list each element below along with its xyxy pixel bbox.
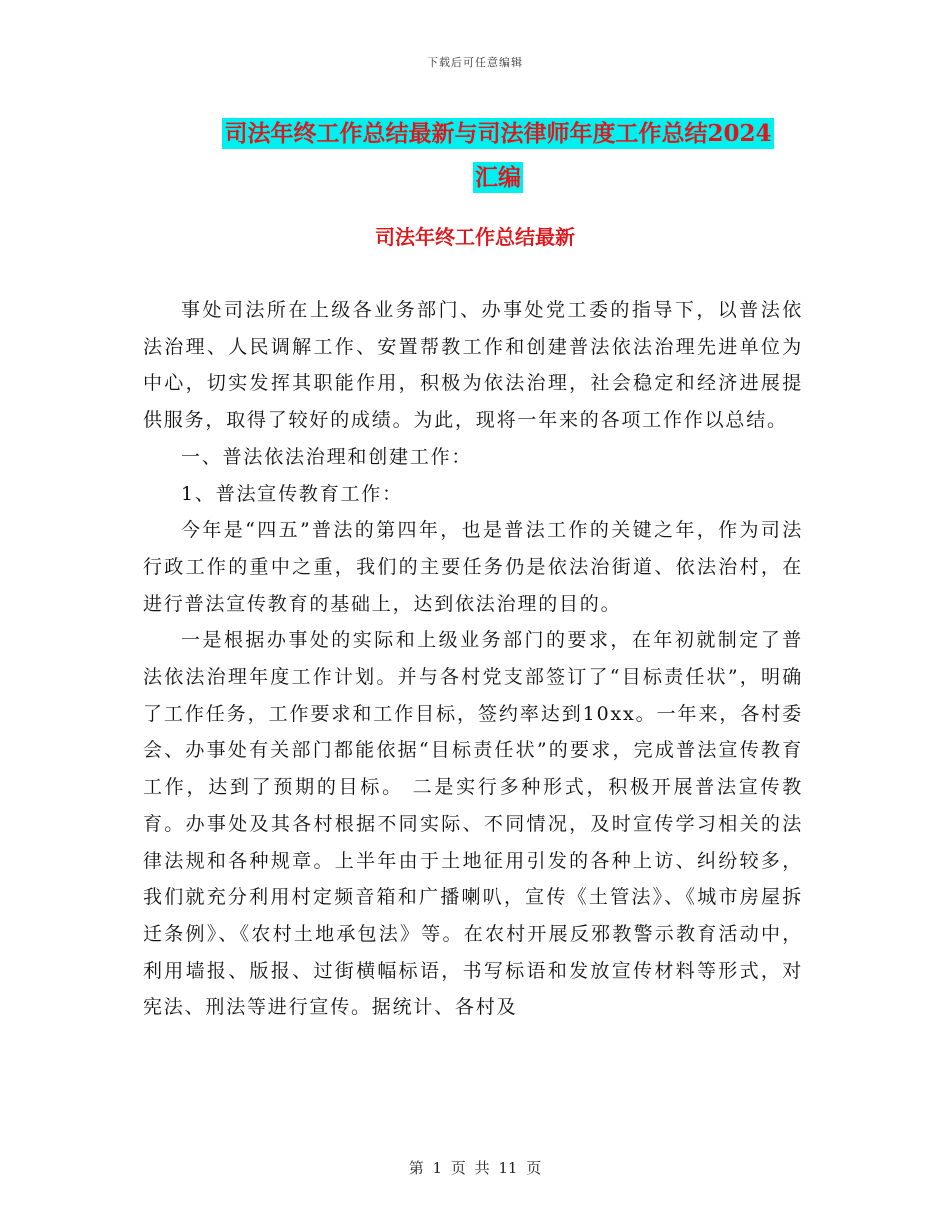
section-title: 司法年终工作总结最新 [375,225,575,249]
document-title [188,112,808,200]
paragraph: 事处司法所在上级各业务部门、办事处党工委的指导下，以普法依法治理、人民调解工作、安置帮教工作和创建普法依法治理先进单位为中心，切实发挥其职能作用，积极为依法治理，社会稳定和经济进展提供服务，取得了较好的成绩。为此，现将一年来的各项工作作以总结。 [143,299,803,432]
title-line-1: 司法年终工作总结最新与司法律师年度工作总结2024 [224,120,772,147]
paragraph: 1、普法宣传教育工作： [181,482,403,505]
page-header-note: 下载后可任意编辑 [427,56,523,69]
page-number-footer: 第 1 页 共 11 页 [408,1159,542,1177]
document-body [143,292,803,1026]
paragraph: 一是根据办事处的实际和上级业务部门的要求，在年初就制定了普法依法治理年度工作计划。并与各村党支部签订了“目标责任状”，明确了工作任务，工作要求和工作目标，签约率达到10xx。一年来，各村委会、办事处有关部门都能依据“目标责任状”的要求，完成普法宣传教育工作，达到了预期的目标。 二是实行多种形式，积极开展普法宣传教育。办事处及其各村根据不同实际、不同情况，及时宣传学习相关的法律法规和各种规章。上半年由于土地征用引发的各种上访、纠纷较多，我们就充分利用村定频音箱和广播喇叭，宣传《土管法》、《城市房屋拆迁条例》、《农村土地承包法》等。在农村开展反邪教警示教育活动中，利用墙报、版报、过街横幅标语，书写标语和发放宣传材料等形式，对宪法、刑法等进行宣传。据统计、各村及 [143,629,803,1019]
paragraph: 一、普法依法治理和创建工作： [181,445,473,468]
paragraph: 今年是“四五”普法的第四年，也是普法工作的关键之年，作为司法行政工作的重中之重，我们的主要任务仍是依法治街道、依法治村，在进行普法宣传教育的基础上，达到依法治理的目的。 [143,519,803,615]
title-line-2: 汇编 [475,164,521,191]
